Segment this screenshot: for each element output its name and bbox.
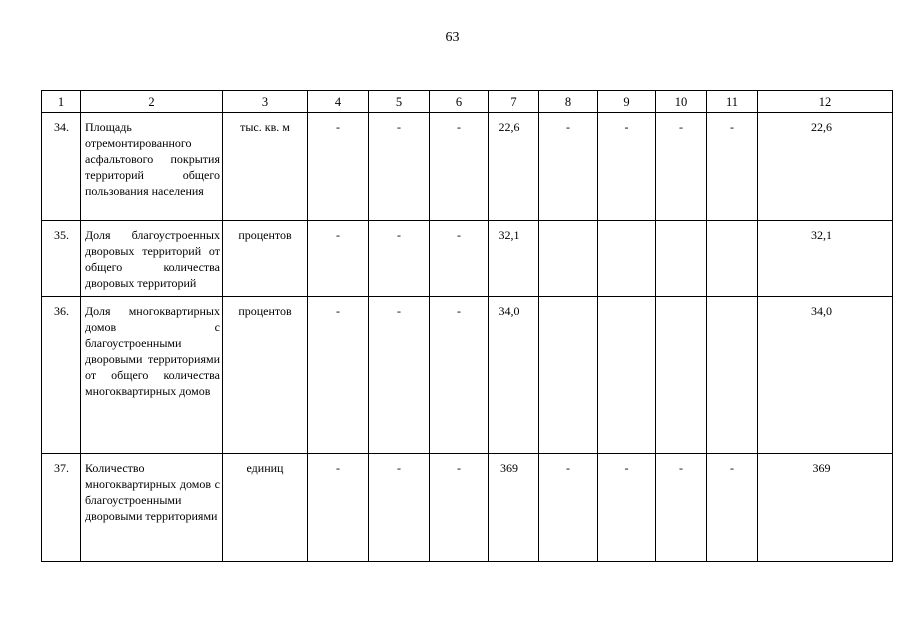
column-header: 9 xyxy=(598,91,656,113)
value-cell xyxy=(598,221,656,297)
indicator-name: Количество многоквартирных домов с благоустроенными дворовыми территориями xyxy=(81,454,223,562)
value-cell xyxy=(656,221,707,297)
value-cell xyxy=(598,297,656,454)
value-cell: 32,1 xyxy=(489,221,539,297)
column-header: 10 xyxy=(656,91,707,113)
value-cell: - xyxy=(308,454,369,562)
table-row xyxy=(42,297,893,454)
value-cell: - xyxy=(707,113,758,221)
value-cell: - xyxy=(656,113,707,221)
table-row xyxy=(42,221,893,297)
value-cell: 34,0 xyxy=(489,297,539,454)
column-header: 4 xyxy=(308,91,369,113)
column-header: 7 xyxy=(489,91,539,113)
indicators-table xyxy=(41,90,893,562)
indicator-name: Доля многоквартирных домов с благоустроенными дворовыми территориями от общего количества многоквартирных домов xyxy=(81,297,223,454)
column-header: 6 xyxy=(430,91,489,113)
unit-cell: тыс. кв. м xyxy=(223,113,308,221)
value-cell: - xyxy=(598,113,656,221)
value-cell: - xyxy=(430,454,489,562)
value-cell: - xyxy=(308,221,369,297)
value-cell xyxy=(707,297,758,454)
value-cell: 369 xyxy=(489,454,539,562)
indicator-name: Доля благоустроенных дворовых территорий от общего количества дворовых территорий xyxy=(81,221,223,297)
table-header-row xyxy=(42,91,893,113)
column-header: 12 xyxy=(758,91,893,113)
unit-cell: процентов xyxy=(223,221,308,297)
value-cell xyxy=(539,221,598,297)
total-cell: 34,0 xyxy=(758,297,893,454)
value-cell: - xyxy=(598,454,656,562)
table-row xyxy=(42,454,893,562)
value-cell: - xyxy=(430,113,489,221)
unit-cell: процентов xyxy=(223,297,308,454)
value-cell: - xyxy=(369,113,430,221)
unit-cell: единиц xyxy=(223,454,308,562)
indicator-name: Площадь отремонтированного асфальтового покрытия территорий общего пользования населения xyxy=(81,113,223,221)
value-cell xyxy=(707,221,758,297)
row-number: 37. xyxy=(42,454,81,562)
value-cell: 22,6 xyxy=(489,113,539,221)
value-cell: - xyxy=(539,454,598,562)
column-header: 5 xyxy=(369,91,430,113)
page-number: 63 xyxy=(445,30,460,45)
total-cell: 369 xyxy=(758,454,893,562)
value-cell: - xyxy=(539,113,598,221)
value-cell: - xyxy=(430,297,489,454)
column-header: 3 xyxy=(223,91,308,113)
row-number: 36. xyxy=(42,297,81,454)
value-cell: - xyxy=(369,221,430,297)
value-cell: - xyxy=(308,113,369,221)
column-header: 8 xyxy=(539,91,598,113)
value-cell: - xyxy=(308,297,369,454)
total-cell: 32,1 xyxy=(758,221,893,297)
value-cell: - xyxy=(369,297,430,454)
column-header: 11 xyxy=(707,91,758,113)
row-number: 34. xyxy=(42,113,81,221)
row-number: 35. xyxy=(42,221,81,297)
total-cell: 22,6 xyxy=(758,113,893,221)
column-header: 1 xyxy=(42,91,81,113)
table-row xyxy=(42,113,893,221)
value-cell: - xyxy=(369,454,430,562)
value-cell xyxy=(539,297,598,454)
value-cell xyxy=(656,297,707,454)
value-cell: - xyxy=(430,221,489,297)
column-header: 2 xyxy=(81,91,223,113)
value-cell: - xyxy=(656,454,707,562)
value-cell: - xyxy=(707,454,758,562)
